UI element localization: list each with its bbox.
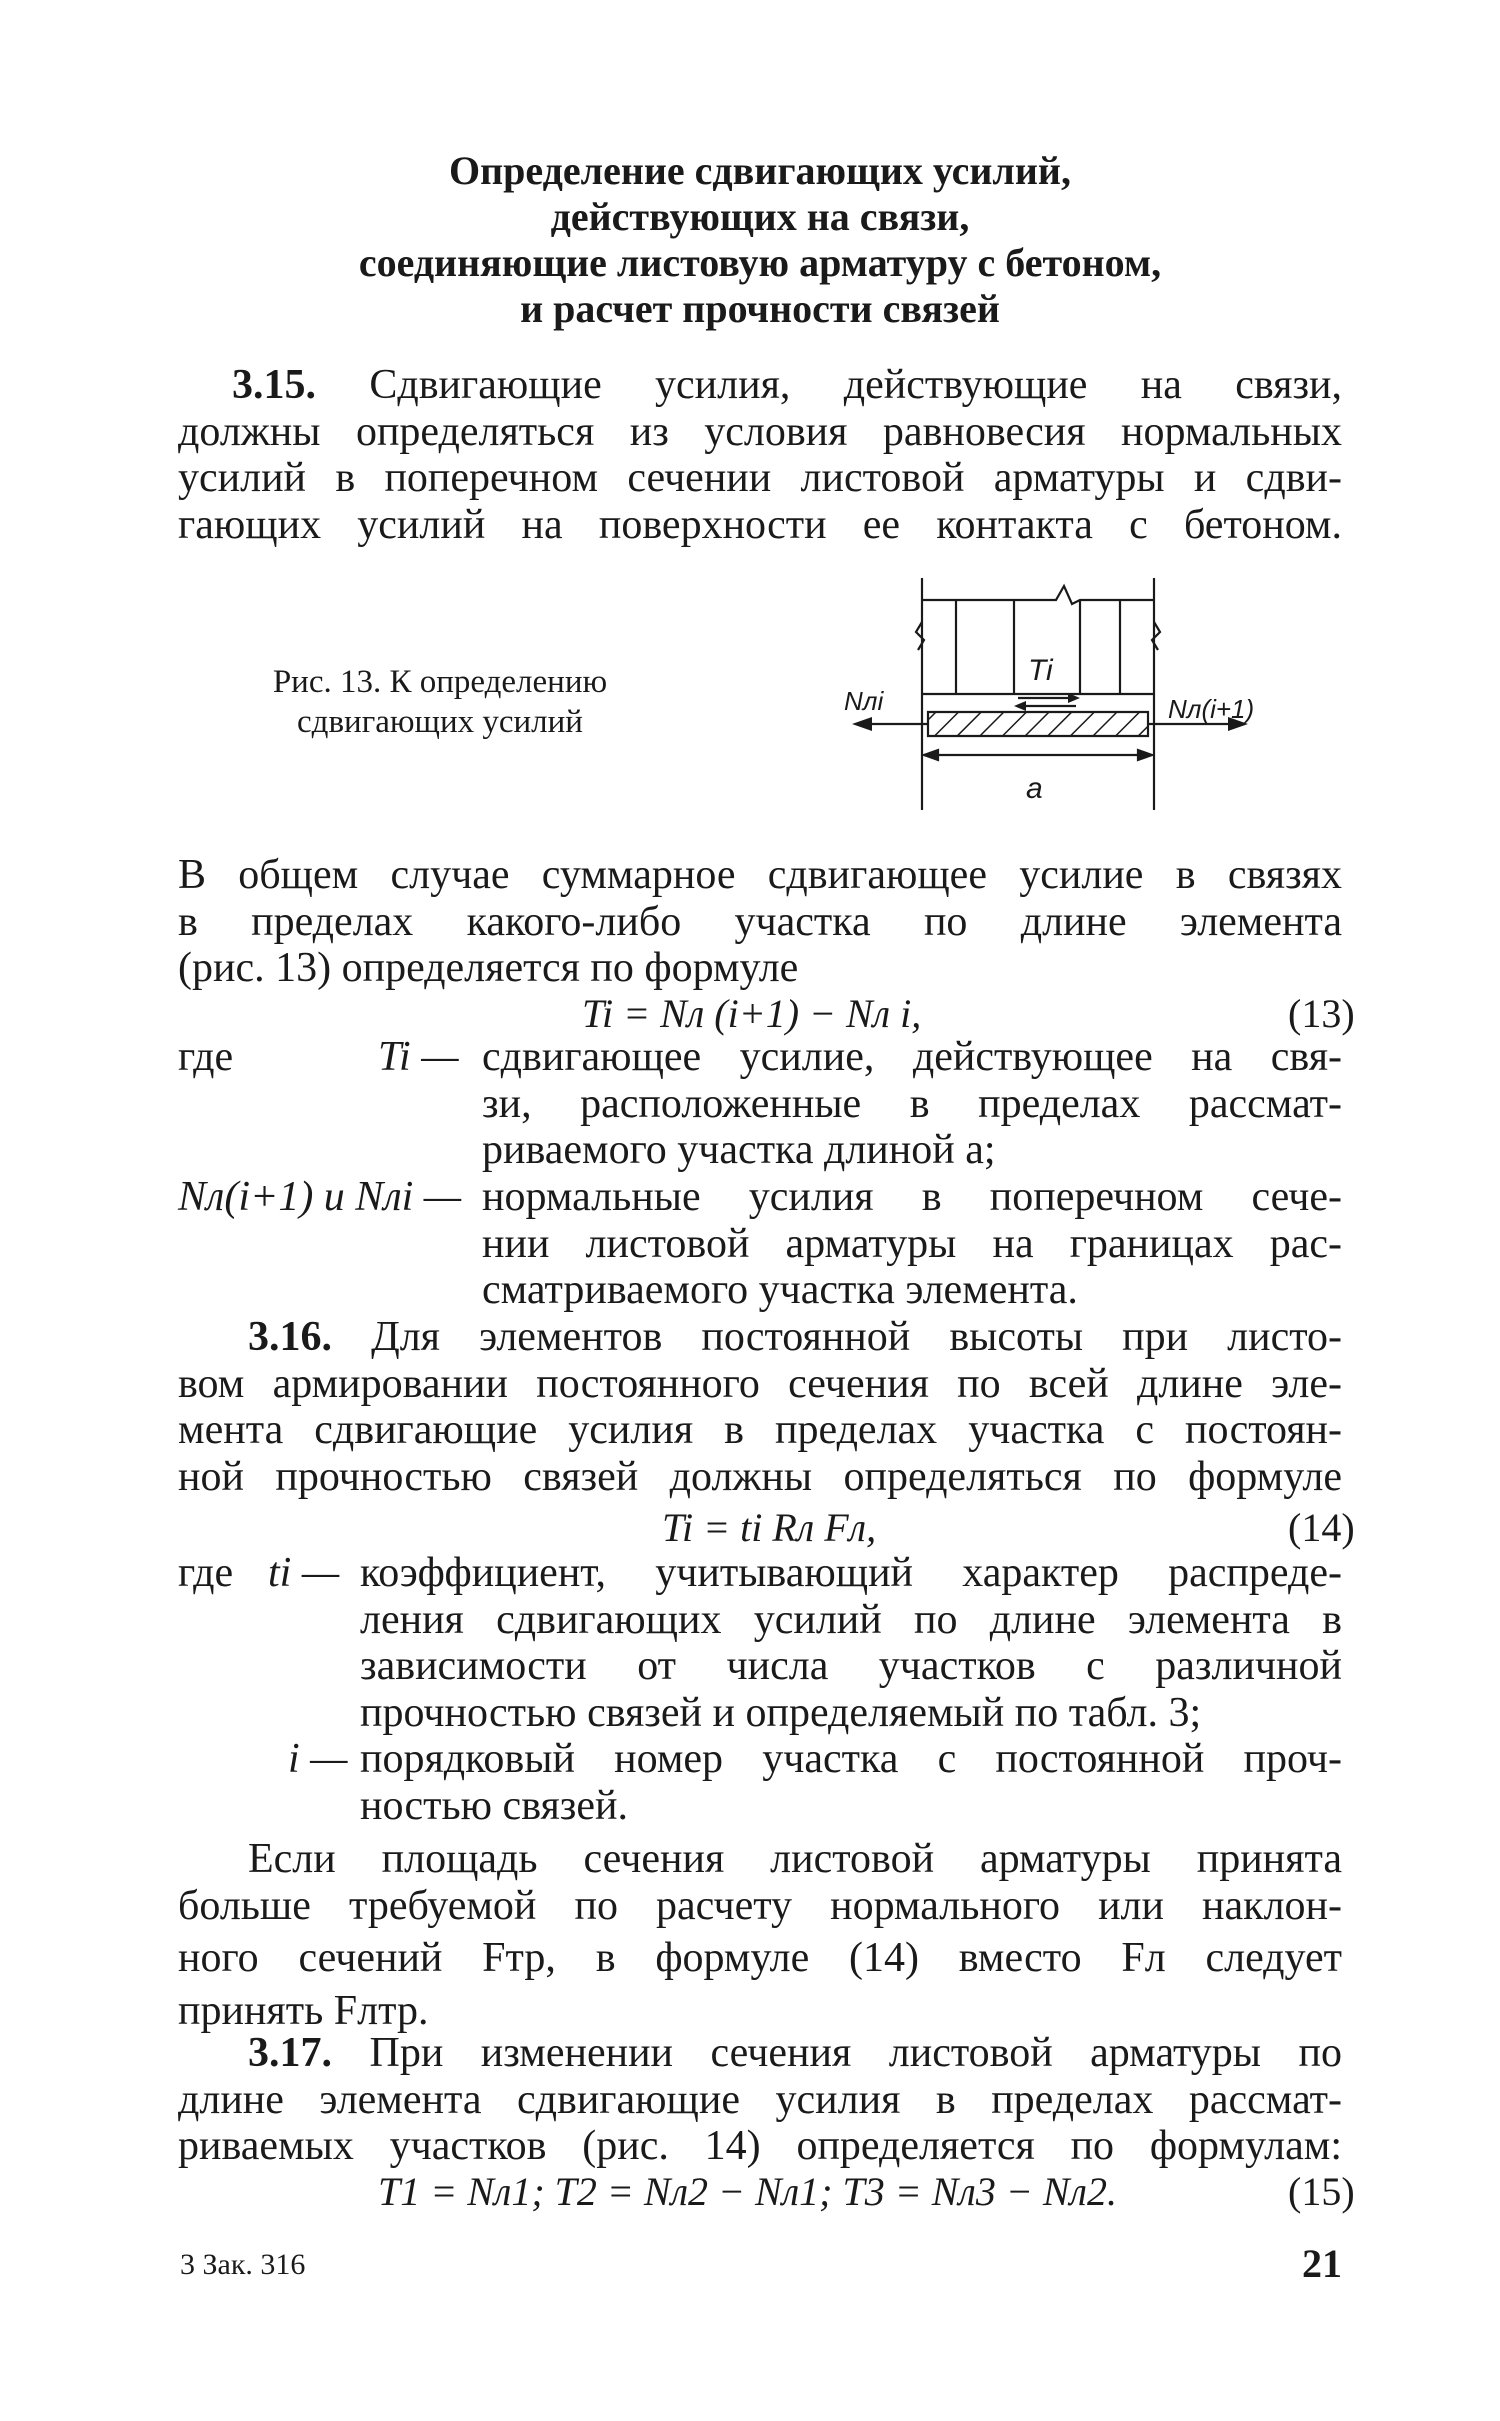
text-line: В общем случае суммарное сдвигающее усилие в связях <box>178 852 1342 898</box>
definition-ti <box>482 1034 1342 1174</box>
text-line: нормальные усилия в поперечном сече- <box>482 1174 1342 1220</box>
text-line: риваемого участка длиной a; <box>482 1127 996 1173</box>
text-line: принять Fлтр. <box>178 1987 429 2034</box>
equation-13: Ti = Nл (i+1) − Nл i, <box>582 991 922 1036</box>
paragraph-3-17 <box>178 2030 1342 2170</box>
equation-15: T1 = Nл1; T2 = Nл2 − Nл1; T3 = Nл3 − Nл2. <box>378 2169 1117 2214</box>
equation-number: (14) <box>1288 1505 1355 1550</box>
text-line: При изменении сечения листовой арматуры по <box>369 2030 1342 2076</box>
text-line: больше требуемой по расчету нормального или наклон- <box>178 1882 1342 1929</box>
definition-nl <box>482 1174 1342 1314</box>
text-line: длине элемента сдвигающие усилия в пределах рассмат- <box>178 2076 1342 2123</box>
symbol-ti: Ti — <box>378 1034 459 1080</box>
text-line: ностью связей. <box>360 1782 628 1829</box>
paragraph-area <box>178 1836 1342 2034</box>
equation-number: (13) <box>1288 991 1355 1036</box>
text-line: вом армировании постоянного сечения по всей длине эле- <box>178 1360 1342 1407</box>
text-line: ления сдвигающих усилий по длине элемента в <box>360 1596 1342 1643</box>
caption-line: сдвигающих усилий <box>297 704 583 740</box>
symbol-nl: Nл(i+1) и Nлi — <box>178 1174 462 1220</box>
symbol-i: i — <box>288 1736 348 1782</box>
text-line: порядковый номер участка с постоянной проч- <box>360 1736 1342 1782</box>
text-line: риваемых участков (рис. 14) определяется по формулам: <box>178 2123 1342 2169</box>
text-line: гающих усилий на поверхности ее контакта с бетоном. <box>178 501 1342 548</box>
where-label: где <box>178 1034 234 1080</box>
label-a: a <box>1026 772 1043 805</box>
text-line: ного сечений Fтр, в формуле (14) вместо Fл следует <box>178 1935 1342 1981</box>
text-line: зи, расположенные в пределах рассмат- <box>482 1080 1342 1127</box>
text-line: Для элементов постоянной высоты при листо- <box>371 1314 1342 1360</box>
text-line: усилий в поперечном сечении листовой арматуры и сдви- <box>178 455 1342 501</box>
title-line: действующих на связи, <box>550 194 970 239</box>
equation-number: (15) <box>1288 2169 1355 2214</box>
clause-number: 3.16. <box>248 1314 332 1360</box>
text-line: в пределах какого-либо участка по длине элемента <box>178 898 1342 945</box>
text-line: мента сдвигающие усилия в пределах участка с постоян- <box>178 1407 1342 1453</box>
print-order-note: 3 Зак. 316 <box>180 2248 306 2281</box>
clause-number: 3.17. <box>248 2030 332 2076</box>
figure-13-diagram <box>828 570 1298 840</box>
text-line: зависимости от числа участков с различной <box>360 1643 1342 1689</box>
text-line: Если площадь сечения листовой арматуры принята <box>248 1836 1342 1882</box>
section-title <box>180 148 1340 332</box>
title-line: Определение сдвигающих усилий, <box>449 148 1071 193</box>
text-line: сматриваемого участка элемента. <box>482 1267 1078 1313</box>
clause-number: 3.15. <box>232 362 316 408</box>
definition-ti-coef <box>360 1550 1342 1736</box>
label-nli: Nлi <box>844 686 884 716</box>
paragraph-general <box>178 852 1342 992</box>
text-line: коэффициент, учитывающий характер распреде- <box>360 1550 1342 1596</box>
figure-caption <box>210 662 670 742</box>
text-line: Сдвигающие усилия, действующие на связи, <box>369 362 1343 408</box>
text-line: сдвигающее усилие, действующее на свя- <box>482 1034 1342 1080</box>
label-nli-plus-1: Nл(i+1) <box>1168 694 1255 724</box>
label-ti: Ti <box>1028 654 1053 687</box>
text-line: нии листовой арматуры на границах рас- <box>482 1220 1342 1267</box>
text-line: (рис. 13) определяется по формуле <box>178 945 799 991</box>
equation-14: Ti = ti Rл Fл, <box>662 1505 877 1550</box>
title-line: соединяющие листовую арматуру с бетоном, <box>358 240 1162 285</box>
text-line: ной прочностью связей должны определяться по формуле <box>178 1453 1342 1500</box>
title-line: и расчет прочности связей <box>520 286 1000 331</box>
page-number: 21 <box>1302 2241 1342 2286</box>
text-line: должны определяться из условия равновесия нормальных <box>178 408 1342 455</box>
paragraph-3-15 <box>178 362 1342 548</box>
text-line: прочностью связей и определяемый по табл. 3; <box>360 1689 1202 1736</box>
symbol-ti-coef: ti — <box>268 1550 340 1596</box>
paragraph-3-16 <box>178 1314 1342 1500</box>
caption-line: Рис. 13. К определению <box>272 664 608 700</box>
where-label: где <box>178 1550 234 1596</box>
definition-i <box>360 1736 1342 1829</box>
